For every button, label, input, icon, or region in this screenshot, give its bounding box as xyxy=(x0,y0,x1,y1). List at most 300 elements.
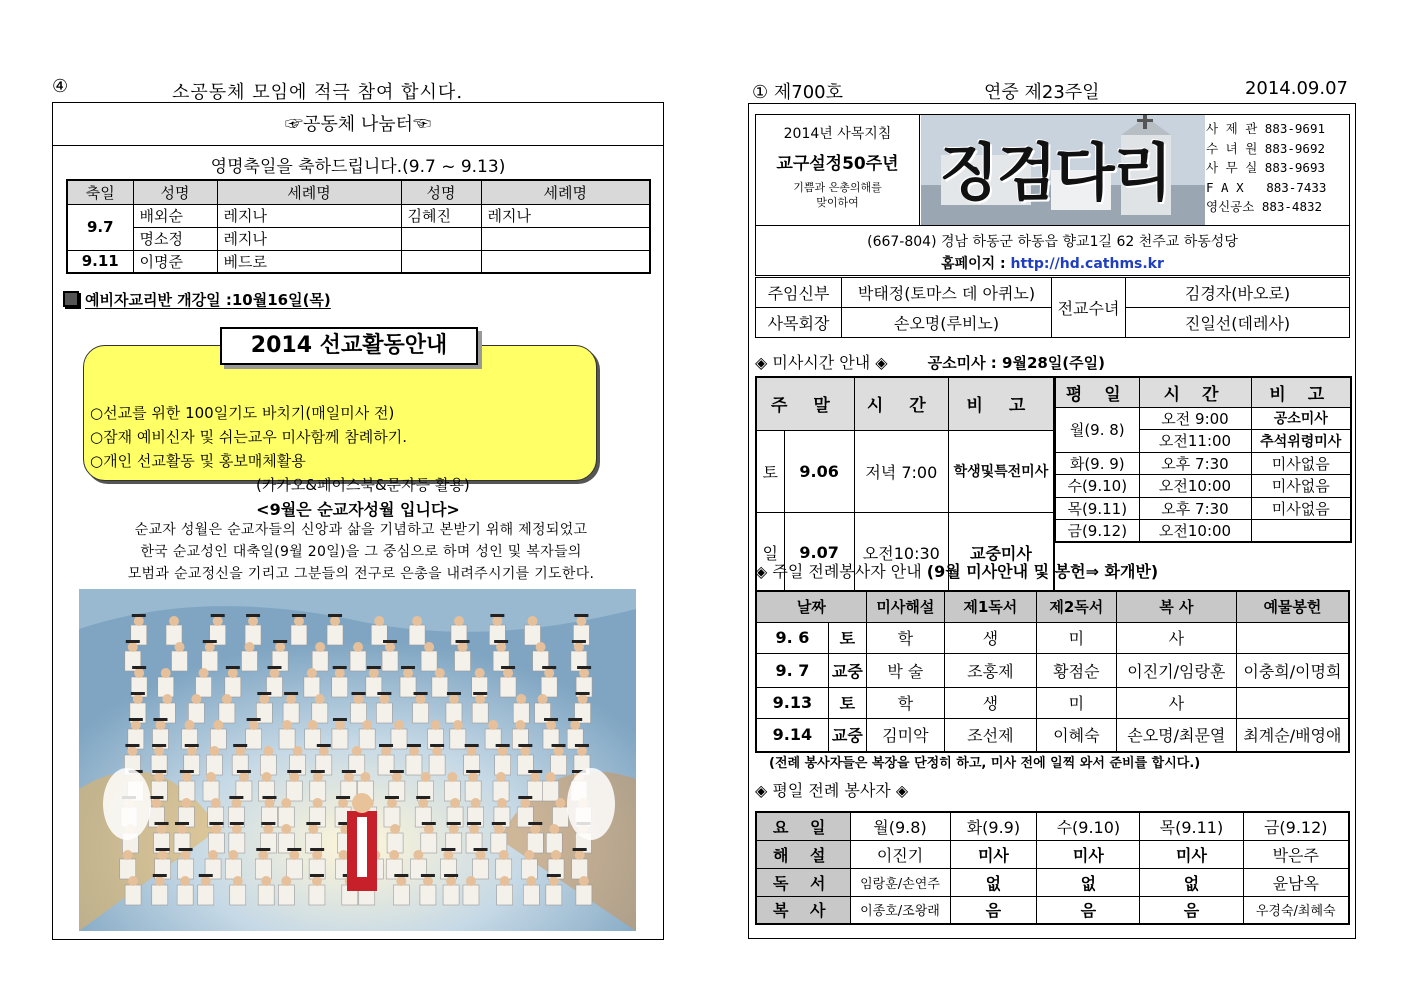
figure-head xyxy=(549,824,559,834)
figure-body xyxy=(177,885,193,905)
figure-body xyxy=(455,651,471,671)
figure-body xyxy=(309,885,325,905)
date-cell: 9.13 xyxy=(756,687,828,718)
feast-day-title: 영명축일을 축하드립니다.(9.7 ~ 9.13) xyxy=(210,157,506,177)
figure-head xyxy=(258,850,268,860)
homepage-link[interactable]: http://hd.cathms.kr xyxy=(1010,256,1164,272)
figure-head xyxy=(467,746,477,756)
server-cell: 손오명/최문열 xyxy=(1116,718,1236,752)
figure-head xyxy=(161,668,171,678)
figure-hat xyxy=(179,848,193,851)
figure-body xyxy=(541,677,557,697)
figure-hat xyxy=(528,770,542,773)
contact-line: 수 녀 원 883-9692 xyxy=(1206,140,1326,156)
figure-head xyxy=(313,798,323,808)
note-cell: 미사없음 xyxy=(1251,475,1351,498)
figure-head xyxy=(369,668,379,678)
figure-head xyxy=(131,720,141,730)
figure-head xyxy=(546,772,556,782)
figure-head xyxy=(134,616,144,626)
figure-body xyxy=(429,755,445,775)
figure-hat xyxy=(310,874,324,877)
figure-body xyxy=(245,625,261,645)
type-cell: 교중 xyxy=(828,718,866,752)
figure-hat xyxy=(246,614,260,617)
figure-hat xyxy=(342,770,356,773)
server-cell: 미 xyxy=(1036,622,1116,653)
figure-head xyxy=(453,720,463,730)
figure-head xyxy=(248,616,258,626)
figure-body xyxy=(500,677,516,697)
figure-body xyxy=(208,833,224,853)
figure-head xyxy=(527,616,537,626)
figure-body xyxy=(255,859,271,879)
figure-hat xyxy=(284,692,298,695)
figure-body xyxy=(546,833,562,853)
table-row xyxy=(756,653,1349,687)
figure-body xyxy=(332,677,348,697)
staff-name: 김경자(바오로) xyxy=(1126,278,1350,308)
figure-head xyxy=(389,850,399,860)
mission-box xyxy=(83,345,597,494)
figure-head xyxy=(263,824,273,834)
figure-body xyxy=(444,781,460,801)
figure-body xyxy=(409,625,425,645)
figure-head xyxy=(335,720,345,730)
figure-head xyxy=(577,746,587,756)
figure-body xyxy=(198,885,214,905)
figure-hat xyxy=(422,822,436,825)
figure-hat xyxy=(575,744,589,747)
text-line: 모범과 순교정신을 기리고 그분들의 전구로 은총을 내려주시기를 기도한다. xyxy=(127,566,595,582)
staff-label: 전교수녀 xyxy=(1052,278,1126,338)
figure-body xyxy=(420,885,436,905)
server-cell: 박 술 xyxy=(866,653,944,687)
figure-hat xyxy=(203,640,217,643)
left-page-title: 소공동체 모임에 적극 참여 합시다. xyxy=(172,82,464,103)
col-header: 복 사 xyxy=(1116,591,1236,622)
day-cell: 토 xyxy=(756,430,784,512)
server-cell: 이충희/이명희 xyxy=(1236,653,1349,687)
figure-head xyxy=(496,772,506,782)
figure-hat xyxy=(211,614,225,617)
figure-body xyxy=(258,885,274,905)
feast-day-table xyxy=(66,179,651,274)
server-cell: 임랑훈/손연주 xyxy=(850,868,950,896)
day-cell: 수(9.10) xyxy=(1055,475,1139,498)
figure-head xyxy=(228,850,238,860)
figure-head xyxy=(154,746,164,756)
staff-table xyxy=(755,277,1350,338)
figure-body xyxy=(279,729,295,749)
server-cell: 미사 xyxy=(1037,840,1140,868)
figure-head xyxy=(530,772,540,782)
figure-body xyxy=(304,677,320,697)
figure-head xyxy=(520,798,530,808)
figure-hat xyxy=(377,692,391,695)
figure-body xyxy=(178,859,194,879)
figure-head xyxy=(344,772,354,782)
section-heading: ◈ 주일 전례봉사자 안내 xyxy=(755,562,922,581)
figure-body xyxy=(225,859,241,879)
figure-body xyxy=(543,781,559,801)
figure-body xyxy=(523,885,539,905)
figure-head xyxy=(209,746,219,756)
server-cell: 이진기/임랑훈 xyxy=(1116,653,1236,687)
figure-body xyxy=(291,625,307,645)
figure-hat xyxy=(501,666,515,669)
figure-hat xyxy=(333,718,347,721)
figure-head xyxy=(213,720,223,730)
pastoral-motto xyxy=(756,115,920,225)
figure-head xyxy=(259,694,269,704)
figure-head xyxy=(392,772,402,782)
server-cell: 음 xyxy=(950,896,1037,924)
sunday-servers-heading xyxy=(755,559,1158,582)
figure-hat xyxy=(153,874,167,877)
figure-body xyxy=(246,729,262,749)
figure-hat xyxy=(317,744,331,747)
time-cell: 오후 7:30 xyxy=(1139,497,1251,520)
square-bullet-icon xyxy=(63,291,79,307)
figure-body xyxy=(172,651,188,671)
figure-body xyxy=(312,651,328,671)
catechumen-notice xyxy=(63,289,331,310)
baptism-cell: 레지나 xyxy=(481,204,650,227)
figure-hat xyxy=(367,666,381,669)
server-cell: 황점순 xyxy=(1036,653,1116,687)
figure-head xyxy=(466,876,476,886)
contact-line: 사 제 관 883-9691 xyxy=(1206,121,1326,136)
figure-head xyxy=(157,824,167,834)
date-cell: 9. 6 xyxy=(756,622,828,653)
server-cell: 박은주 xyxy=(1243,840,1349,868)
figure-hat xyxy=(352,692,366,695)
section-title: ☞공동체 나눔터☜ xyxy=(53,103,663,146)
figure-head xyxy=(151,798,161,808)
figure-hat xyxy=(542,666,556,669)
figure-head xyxy=(307,668,317,678)
figure-body xyxy=(120,859,136,879)
figure-hat xyxy=(175,822,189,825)
figure-head xyxy=(313,772,323,782)
figure-hat xyxy=(209,822,223,825)
feast-date: 9.7 xyxy=(67,204,133,250)
figure-hat xyxy=(394,874,408,877)
figure-body xyxy=(225,677,241,697)
mission-item: ○잠재 예비신자 및 쉬는교우 미사함께 참례하기. xyxy=(90,428,408,446)
figure-hat xyxy=(456,640,470,643)
time-cell: 오전10:00 xyxy=(1139,520,1251,543)
weekday-servers-table xyxy=(755,811,1350,925)
table-row xyxy=(756,718,1349,752)
figure-head xyxy=(471,798,481,808)
figure-head xyxy=(418,798,428,808)
figure-body xyxy=(219,703,235,723)
weekday-mass-table xyxy=(1054,376,1352,543)
figure-hat xyxy=(336,796,350,799)
figure-head xyxy=(538,694,548,704)
mission-subitem: (카카오&페이스북&문자등 활용) xyxy=(256,476,470,494)
figure-head xyxy=(498,746,508,756)
figure-hat xyxy=(444,874,458,877)
server-cell: 사 xyxy=(1116,687,1236,718)
figure-hat xyxy=(414,692,428,695)
figure-hat xyxy=(262,796,276,799)
figure-hat xyxy=(577,666,591,669)
feast-date: 9.11 xyxy=(67,250,133,273)
figure-body xyxy=(497,885,513,905)
figure-head xyxy=(263,746,273,756)
figure-body xyxy=(350,651,366,671)
row-header: 해 설 xyxy=(756,840,850,868)
figure-head xyxy=(431,720,441,730)
figure-head xyxy=(379,694,389,704)
figure-body xyxy=(312,703,328,723)
server-cell: 없 xyxy=(950,868,1037,896)
note-cell: 추석위령미사 xyxy=(1251,430,1351,453)
figure-head xyxy=(526,876,536,886)
col-header: 예물봉헌 xyxy=(1236,591,1349,622)
figure-body xyxy=(278,807,294,827)
name-cell xyxy=(401,250,481,273)
figure-body xyxy=(491,833,507,853)
type-cell: 토 xyxy=(828,687,866,718)
figure-body xyxy=(384,807,400,827)
table-row xyxy=(1055,407,1351,430)
figure-head xyxy=(413,850,423,860)
gongso-mass: 공소미사 : 9월28일(주일) xyxy=(927,354,1105,372)
figure-head xyxy=(536,642,546,652)
figure-head xyxy=(181,798,191,808)
col-header: 성명 xyxy=(133,180,217,204)
figure-head xyxy=(394,720,404,730)
figure-head xyxy=(494,824,504,834)
figure-head xyxy=(181,850,191,860)
figure-head xyxy=(191,694,201,704)
figure-head xyxy=(447,772,457,782)
table-row xyxy=(1055,452,1351,475)
mission-title: 2014 선교활동안내 xyxy=(220,327,478,365)
figure-head xyxy=(261,876,271,886)
figure-head xyxy=(409,746,419,756)
figure-head xyxy=(354,694,364,704)
figure-head xyxy=(575,850,585,860)
figure-body xyxy=(229,833,245,853)
server-cell: 우경숙/최혜숙 xyxy=(1243,896,1349,924)
figure-head xyxy=(213,616,223,626)
table-row xyxy=(756,868,1349,896)
figure-head xyxy=(468,772,478,782)
figure-head xyxy=(476,850,486,860)
server-cell: 학 xyxy=(866,687,944,718)
figure-body xyxy=(310,781,326,801)
figure-hat xyxy=(261,822,275,825)
figure-body xyxy=(230,885,246,905)
time-cell: 저녁 7:00 xyxy=(854,430,948,512)
figure-head xyxy=(294,616,304,626)
community-section xyxy=(52,102,664,940)
figure-body xyxy=(473,859,489,879)
figure-head xyxy=(546,720,556,730)
figure-head xyxy=(228,668,238,678)
figure-head xyxy=(524,850,534,860)
figure-head xyxy=(578,694,588,704)
figure-head xyxy=(579,668,589,678)
figure-body xyxy=(382,651,398,671)
figure-head xyxy=(286,694,296,704)
server-cell: 조홍제 xyxy=(944,653,1036,687)
server-cell: 미사 xyxy=(1140,840,1243,868)
figure-body xyxy=(327,625,343,645)
figure-head xyxy=(233,876,243,886)
figure-head xyxy=(187,746,197,756)
figure-head xyxy=(579,876,589,886)
figure-head xyxy=(185,720,195,730)
homepage-label: 홈페이지 : xyxy=(941,256,1011,272)
figure-body xyxy=(421,651,437,671)
staff-name: 진일선(데레사) xyxy=(1126,308,1350,338)
figure-body xyxy=(496,859,512,879)
figure-head xyxy=(211,798,221,808)
bulletin-name: 징검다리 xyxy=(939,136,1171,209)
figure-body xyxy=(359,729,375,749)
figure-head xyxy=(123,850,133,860)
baptism-cell: 베드로 xyxy=(217,250,401,273)
col-header: 비 고 xyxy=(948,377,1054,430)
figure-body xyxy=(551,755,567,775)
figure-head xyxy=(239,772,249,782)
figure-hat xyxy=(379,744,393,747)
col-header: 비 고 xyxy=(1251,377,1351,407)
time-cell: 오전10:00 xyxy=(1139,475,1251,498)
figure-head xyxy=(175,642,185,652)
figure-body xyxy=(524,625,540,645)
figure-body xyxy=(393,885,409,905)
motto-title: 교구설정50주년 xyxy=(776,154,899,174)
server-cell: 이종호/조왕래 xyxy=(850,896,950,924)
figure-head xyxy=(289,772,299,782)
issue-number: ① 제700호 xyxy=(752,82,843,103)
col-header: 시 간 xyxy=(1139,377,1251,407)
day-header: 월(9.8) xyxy=(850,812,950,840)
figure-head xyxy=(205,642,215,652)
figure-body xyxy=(202,651,218,671)
figure-head xyxy=(492,616,502,626)
figure-head xyxy=(281,824,291,834)
figure-hat xyxy=(328,614,342,617)
day-header: 목(9.11) xyxy=(1140,812,1243,840)
issue-date: 2014.09.07 xyxy=(1244,78,1348,99)
note-cell: 미사없음 xyxy=(1251,452,1351,475)
table-row xyxy=(67,250,650,273)
figure-head xyxy=(443,850,453,860)
text-line: 순교자 성월은 순교자들의 신앙과 삶을 기념하고 본받기 위해 제정되었고 xyxy=(134,522,588,538)
figure-head xyxy=(549,876,559,886)
figure-head xyxy=(308,824,318,834)
figure-head xyxy=(396,876,406,886)
figure-body xyxy=(196,677,212,697)
figure-hat xyxy=(152,770,166,773)
col-header: 주 말 xyxy=(756,377,854,430)
table-row xyxy=(756,430,1054,512)
figure-body xyxy=(286,781,302,801)
name-cell: 이명준 xyxy=(133,250,217,273)
note-cell: 공소미사 xyxy=(1251,407,1351,430)
figure-head xyxy=(421,772,431,782)
figure-head xyxy=(352,746,362,756)
bulletin-front xyxy=(748,103,1356,939)
baptism-cell: 레지나 xyxy=(217,204,401,227)
figure-head xyxy=(503,668,513,678)
figure-head xyxy=(416,694,426,704)
figure-head xyxy=(338,798,348,808)
figure-hat xyxy=(273,640,287,643)
figure-head xyxy=(133,694,143,704)
figure-head xyxy=(570,720,580,730)
server-cell: 조선제 xyxy=(944,718,1036,752)
table-row xyxy=(756,896,1349,924)
figure-hat xyxy=(180,770,194,773)
mission-item: ○선교를 위한 100일기도 바치기(매일미사 전) xyxy=(90,404,395,422)
date-cell: 9. 7 xyxy=(756,653,828,687)
figure-body xyxy=(286,859,302,879)
type-cell: 교중 xyxy=(828,653,866,687)
figure-hat xyxy=(333,666,347,669)
figure-head xyxy=(551,850,561,860)
day-cell: 금(9.12) xyxy=(1055,520,1139,543)
table-row xyxy=(756,687,1349,718)
motto-sub: 맞이하여 xyxy=(816,196,859,209)
server-cell: 이혜숙 xyxy=(1036,718,1116,752)
section-heading-bold: (9월 미사안내 및 봉헌⇒ 화개반) xyxy=(926,562,1159,581)
figure-head xyxy=(315,642,325,652)
figure-head xyxy=(499,850,509,860)
figure-body xyxy=(376,703,392,723)
figure-body xyxy=(527,833,543,853)
figure-body xyxy=(241,651,257,671)
figure-head xyxy=(269,668,279,678)
figure-body xyxy=(260,755,276,775)
figure-head xyxy=(235,746,245,756)
figure-head xyxy=(262,772,272,782)
figure-head xyxy=(516,694,526,704)
day-header: 화(9.9) xyxy=(950,812,1037,840)
figure-hat xyxy=(292,614,306,617)
server-cell: 윤남옥 xyxy=(1243,868,1349,896)
figure-head xyxy=(134,668,144,678)
figure-hat xyxy=(383,640,397,643)
page-number: ④ xyxy=(52,76,69,97)
address-text: (667-804) 경남 하동군 하동읍 향교1길 62 천주교 하동성당 xyxy=(867,234,1238,250)
figure-body xyxy=(210,729,226,749)
figure-head xyxy=(128,642,138,652)
figure-head xyxy=(475,694,485,704)
liturgical-week: 연중 제23주일 xyxy=(984,82,1100,103)
figure-hat xyxy=(287,770,301,773)
table-row xyxy=(756,812,1349,840)
server-cell: 없 xyxy=(1037,868,1140,896)
figure-head xyxy=(232,824,242,834)
table-row xyxy=(67,227,650,250)
figure-body xyxy=(472,703,488,723)
figure-head xyxy=(424,642,434,652)
mass-times-heading xyxy=(755,350,1105,373)
day-header: 금(9.12) xyxy=(1243,812,1349,840)
figure-head xyxy=(155,720,165,730)
table-row xyxy=(756,840,1349,868)
martyrs-painting xyxy=(79,589,636,931)
